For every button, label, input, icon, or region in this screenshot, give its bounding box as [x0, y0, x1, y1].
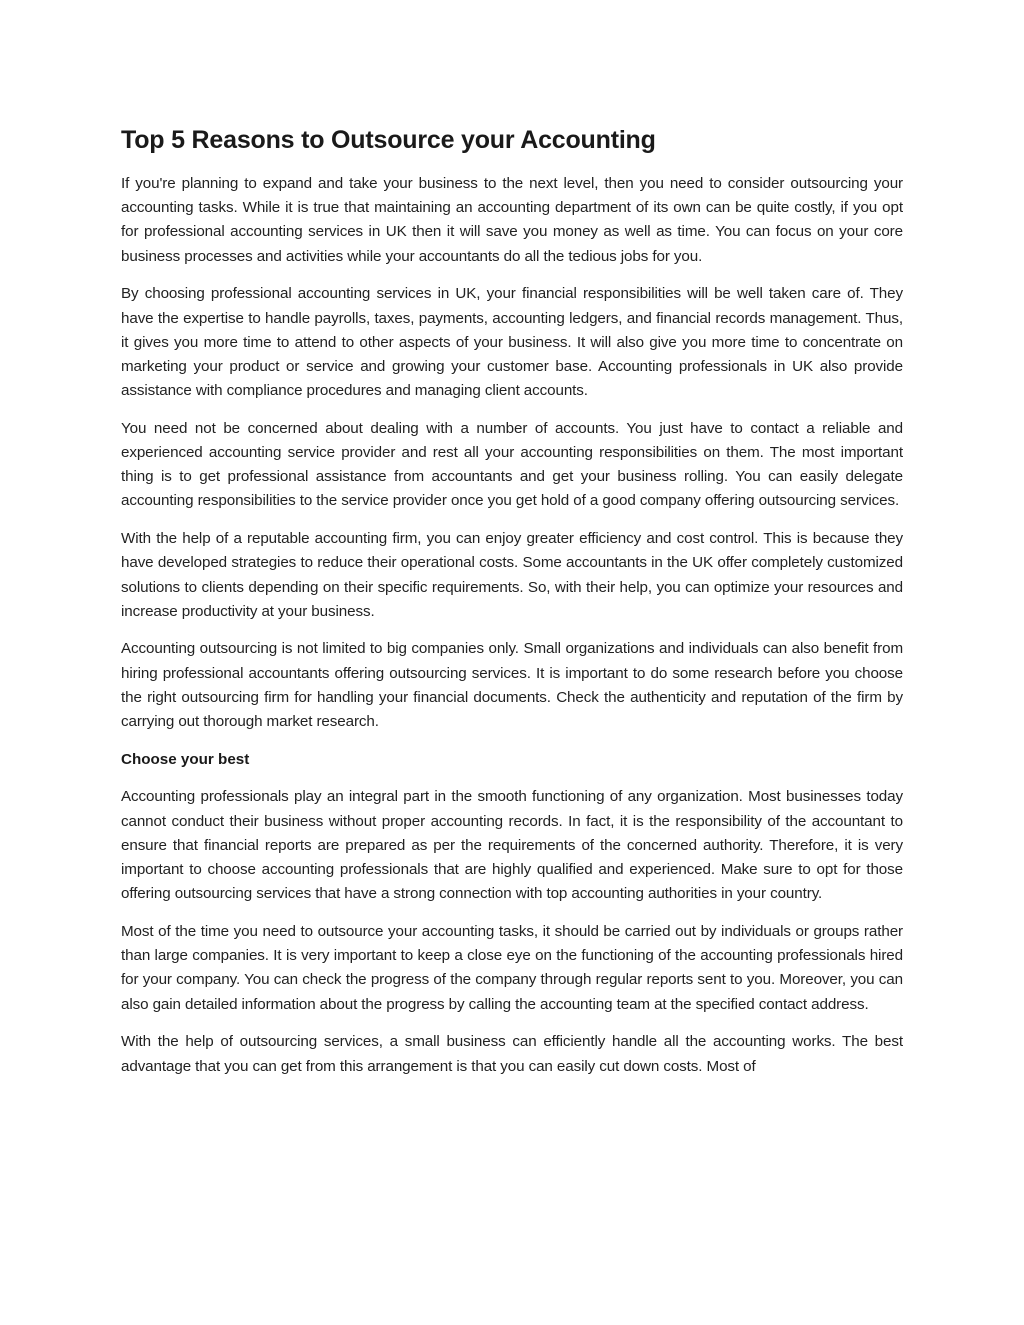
paragraph-small-organizations: Accounting outsourcing is not limited to big companies only. Small organizations and individuals can also benefit from hiring professional accountants offering outsourcing services. It is important to do some research before you choose the right outsourcing firm for handling your financial documents. Check the authenticity and reputation of the firm by carrying out thorough market research. [121, 640, 903, 731]
paragraph-accounts: You need not be concerned about dealing with a number of accounts. You just have to contact a reliable and experienced accounting service provider and rest all your accounting responsibilities on them. The most important thing is to get professional assistance from accountants and get your business rolling. You can easily delegate accounting responsibilities to the service provider once you get hold of a good company offering outsourcing services. [121, 419, 903, 510]
document-title: Top 5 Reasons to Outsource your Accounting [121, 126, 656, 154]
paragraph-small-business: With the help of outsourcing services, a small business can efficiently handle all the accounting works. The best advantage that you can get from this arrangement is that you can easily cut down costs. Most of [121, 1033, 903, 1075]
paragraph-professionals: Accounting professionals play an integral part in the smooth functioning of any organization. Most businesses today cannot conduct their business without proper accounting records. In fact, it is the responsibility of the accountant to ensure that financial reports are prepared as per the requirements of the concerned authority. Therefore, it is very important to choose accounting professionals that are highly qualified and experienced. Make sure to opt for those offering outsourcing services that have a strong connection with top accounting authorities in your country. [121, 788, 903, 903]
document-page [121, 122, 903, 1092]
paragraph-responsibilities: By choosing professional accounting services in UK, your financial responsibilities will be well taken care of. They have the expertise to handle payrolls, taxes, payments, accounting ledgers, and financial records management. Thus, it gives you more time to attend to other aspects of your business. It will also give you more time to concentrate on marketing your product or service and growing your customer base. Accounting professionals in UK also provide assistance with compliance procedures and managing client accounts. [121, 285, 903, 400]
section-heading-choose-your-best: Choose your best [121, 750, 250, 768]
paragraph-efficiency: With the help of a reputable accounting firm, you can enjoy greater efficiency and cost control. This is because they have developed strategies to reduce their operational costs. Some accountants in the UK offer completely customized solutions to clients depending on their specific requirements. So, with their help, you can optimize your resources and increase productivity at your business. [121, 530, 903, 620]
paragraph-intro: If you're planning to expand and take your business to the next level, then you need to consider outsourcing your accounting tasks. While it is true that maintaining an accounting department of its own can be quite costly, if you opt for professional accounting services in UK then it will save you money as well as time. You can focus on your core business processes and activities while your accountants do all the tedious jobs for you. [121, 175, 903, 265]
paragraph-outsource-tasks: Most of the time you need to outsource your accounting tasks, it should be carried out by individuals or groups rather than large companies. It is very important to keep a close eye on the functioning of the accounting professionals hired for your company. You can check the progress of the company through regular reports sent to you. Moreover, you can also gain detailed information about the progress by calling the accounting team at the specified contact address. [121, 922, 903, 1013]
